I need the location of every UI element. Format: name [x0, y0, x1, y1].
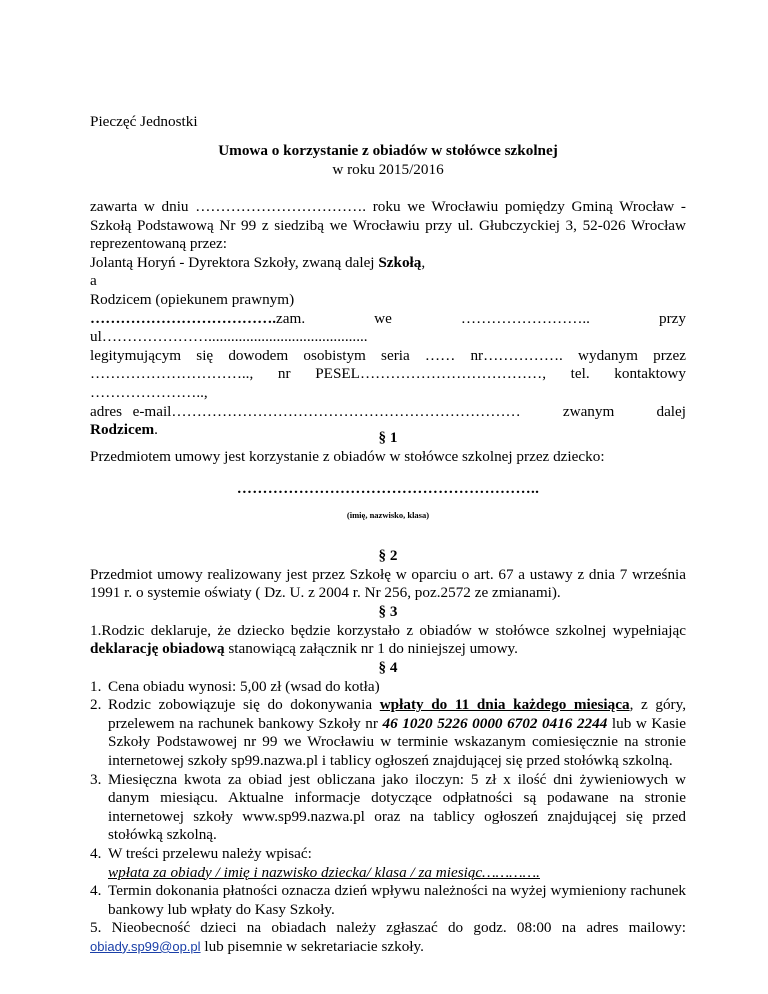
list-item-text: Termin dokonania płatności oznacza dzień wpływu należności na wyżej wymieniony rachunek bankowy lub wpłaty do Kasy Szkoły.: [108, 882, 686, 918]
intro-line-12: adres e-mail…………………………………………………………… zwanym dalej: [90, 402, 686, 420]
transfer-title-example: wpłata za obiady / imię i nazwisko dziecka/ klasa / za miesiąc………….: [108, 863, 540, 881]
intro-line-8: ul…………………..........................................: [90, 328, 368, 346]
intro-line-4: [90, 254, 686, 273]
party-parent: Rodzicem: [90, 421, 155, 439]
list-item-number: 3.: [90, 770, 102, 788]
intro-line-11: …………………..,: [90, 383, 208, 401]
section-3-text: [90, 622, 686, 659]
meal-declaration: deklarację obiadową: [90, 640, 225, 658]
list-item-number: 2.: [90, 696, 102, 714]
list-item-text: Miesięczna kwota za obiad jest obliczana jako iloczyn: 5 zł x ilość dni żywieniowych w danym miesiącu. Aktualne informacje dotyczące odpłatności są podawane na stronie internetowej szkoły www.sp99.nazwa.pl oraz na tablicy ogłoszeń znajdującej się przed stołówką szkolną.: [108, 770, 686, 844]
document-year: w roku 2015/2016: [332, 161, 444, 178]
absence-notice-tail: lub pisemnie w sekretariacie szkoły.: [200, 937, 424, 955]
list-item-text: Cena obiadu wynosi: 5,00 zł (wsad do kotła): [108, 677, 380, 695]
absence-notice-text: 5. Nieobecność dzieci na obiadach należy zgłaszać do godz. 08:00 na adres mailowy:: [90, 919, 686, 937]
list-item: [90, 696, 686, 770]
section-2-text: Przedmiot umowy realizowany jest przez Szkołę w oparciu o art. 67 a ustawy z dnia 7 września 1991 r. o systemie oświaty ( Dz. U. z 2004 r. Nr 256, poz.2572 ze zmianami).: [90, 565, 686, 602]
payment-deadline: wpłaty do 11 dnia każdego miesiąca: [379, 696, 630, 714]
list-item-number: 4.: [90, 844, 102, 862]
section-3-text-a: 1.Rodzic deklaruje, że dziecko będzie korzystało z obiadów w stołówce szkolnej wypełniając: [90, 621, 686, 639]
parent-name-blank: ……………………………….: [90, 309, 277, 327]
list-item: [90, 678, 686, 697]
list-item-text: W treści przelewu należy wpisać:: [108, 844, 312, 862]
section-3-heading: § 3: [378, 603, 398, 620]
list-item: [90, 771, 686, 845]
section-3-text-b: stanowiącą załącznik nr 1 do niniejszej umowy.: [224, 640, 518, 658]
section-2: [90, 547, 686, 603]
party-school: Szkołą: [378, 253, 422, 271]
email-link[interactable]: obiady.sp99@op.pl: [90, 938, 201, 954]
section-1-heading: § 1: [378, 429, 398, 446]
section-4-heading: § 4: [378, 659, 398, 676]
intro-line-7: [90, 310, 686, 329]
section-4-list: [90, 678, 686, 920]
section-1-text: Przedmiotem umowy jest korzystanie z obiadów w stołówce szkolnej przez dziecko:: [90, 447, 605, 465]
list-item-number: 1.: [90, 677, 102, 695]
unit-stamp-label: Pieczęć Jednostki: [90, 113, 198, 130]
child-signature-line: …………………………………………………..: [236, 480, 540, 497]
list-item: [90, 882, 686, 919]
intro-line-2: Szkołą Podstawową Nr 99 z siedzibą we Wrocławiu przy ul. Głubczyckiej 3, 52-026 Wrocław: [90, 216, 686, 234]
bank-account-number: 46 1020 5226 0000 6702 0416 2244: [382, 714, 608, 732]
list-item-text: lub w Kasie Szkoły Podstawowej nr 99 we Wrocławiu w terminie wskazanym comiesięcznie na stronie internetowej szkoły sp99.nazwa.pl i tablicy ogłoszeń znajdującej się przed stołówką szkolną.: [108, 714, 686, 769]
list-item-text: , z góry, przelewem na rachunek bankowy Szkoły nr: [108, 696, 687, 732]
child-signature-caption: (imię, nazwisko, klasa): [346, 510, 430, 520]
section-4: [90, 659, 686, 957]
section-2-heading: § 2: [378, 547, 398, 564]
intro-line-4-punct: ,: [421, 253, 426, 271]
intro-line-9: legitymującym się dowodem osobistym seria …… nr……………. wydanym przez: [90, 346, 686, 364]
intro-line-10: ………………………….., nr PESEL………………………………, tel. kontaktowy: [90, 365, 686, 383]
intro-line-3: reprezentowaną przez:: [90, 235, 228, 253]
document-title: Umowa o korzystanie z obiadów w stołówce szkolnej: [218, 142, 558, 159]
section-1: [90, 429, 686, 466]
intro-line-13-punct: .: [154, 421, 158, 439]
list-item-text: Rodzic zobowiązuje się do dokonywania: [108, 696, 380, 714]
intro-section: [90, 198, 686, 440]
list-item: [90, 845, 686, 882]
address-blank: zam. we …………………….. przy: [276, 309, 686, 327]
intro-line-1: zawarta w dniu ……………………………. roku we Wrocławiu pomiędzy Gminą Wrocław -: [90, 198, 686, 215]
intro-line-5: a: [90, 272, 97, 290]
absence-notice: [90, 919, 686, 956]
intro-line-4-text: Jolantą Horyń - Dyrektora Szkoły, zwaną dalej: [90, 253, 379, 271]
section-3: [90, 603, 686, 659]
intro-line-6: Rodzicem (opiekunem prawnym): [90, 290, 295, 308]
list-item-number: 4.: [90, 882, 102, 900]
